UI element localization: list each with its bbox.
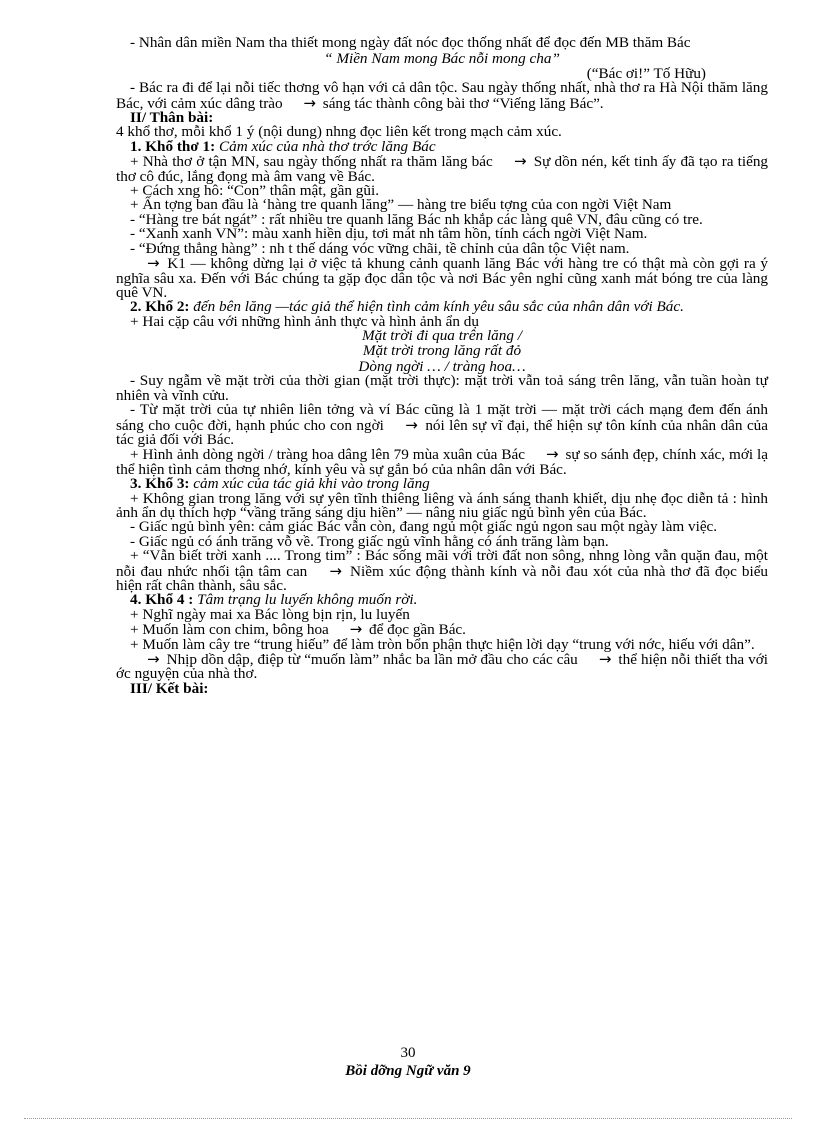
paragraph: + Ấn tợng ban đầu là ‘hàng tre quanh lăng” — hàng tre biểu tợng của con ngời Việt Nam [130, 196, 672, 214]
quote-source: (“Bác ơi!” Tố Hữu) [586, 64, 706, 82]
paragraph: 4 khổ thơ, mỗi khổ 1 ý (nội dung) nhng đọc liên kết trong mạch cảm xúc. [116, 123, 562, 141]
paragraph: + Muốn làm cây tre “trung hiếu” để làm tròn bổn phận thực hiện lời dạy “trung với nớc, hiếu với dân”. [130, 635, 755, 653]
paragraph: - “Hàng tre bát ngát” : rất nhiều tre quanh lăng Bác nh khắp các làng quê VN, đâu cũng có tre. [130, 210, 703, 228]
arrow-right-icon: → [545, 445, 559, 464]
paragraph: → K1 — không dừng lại ở việc tả khung cảnh quanh lăng Bác với hàng tre có thật mà còn gợi ra ý nghĩa sâu xa. Đến với Bác chúng ta gặp đọc dân tộc và nơi Bác yên nghỉ cũng xanh mát bóng tre của làng quê VN. [116, 254, 769, 301]
paragraph: - Giấc ngủ bình yên: cảm giác Bác vẫn còn, đang ngủ một giấc ngủ ngon sau một ngày làm việc. [130, 518, 718, 536]
paragraph: + Hai cặp câu với những hình ảnh thực và hình ảnh ẩn dụ [130, 312, 479, 330]
paragraph: + Muốn làm con chim, bông hoa → để đọc gần Bác. [130, 620, 466, 639]
arrow-right-icon: → [598, 650, 612, 669]
page-footer [0, 1045, 816, 1080]
arrow-right-icon: → [147, 650, 160, 669]
verse-line: Mặt trời đi qua trên lăng / [362, 327, 522, 345]
paragraph: + Nghĩ ngày mai xa Bác lòng bịn rịn, lu luyến [130, 605, 410, 623]
paragraph: → Nhịp dồn dập, điệp từ “muốn làm” nhắc ba lần mở đầu cho các câu → thể hiện nỗi thiết tha với ớc nguyện của nhà thơ. [116, 650, 769, 683]
stanza-heading-1: 1. Khổ thơ 1: Cảm xúc của nhà thơ trớc lăng Bác [130, 137, 436, 155]
arrow-right-icon: → [513, 152, 527, 171]
stanza-heading-2: 2. Khổ 2: đến bên lăng —tác giả thể hiện tình cảm kính yêu sâu sắc của nhân dân với Bác. [130, 298, 684, 316]
paragraph: - Giấc ngủ có ánh trăng vỗ về. Trong giấc ngủ vĩnh hằng có ánh trăng làm bạn. [130, 532, 609, 550]
arrow-right-icon: → [147, 254, 160, 273]
paragraph: - Bác ra đi để lại nỗi tiếc thơng vô hạn với cả dân tộc. Sau ngày thống nhất, nhà thơ ra Hà Nội thăm lăng Bác, với cảm xúc dâng trào → sáng tác thành công bài thơ “Viếng lăng Bác”. [116, 79, 768, 112]
paragraph: + Hình ảnh dòng ngời / tràng hoa dâng lên 79 mùa xuân của Bác → sự so sánh đẹp, chính xác, mới lạ thể hiện tình cảm thơng nhớ, kính yêu và sự gắn bó của nhân dân với Bác. [116, 445, 768, 478]
stanza-heading-3: 3. Khổ 3: cảm xúc của tác giả khi vào trong lăng [130, 475, 430, 493]
paragraph: - “Đứng thẳng hàng” : nh t thế dáng vóc vững chãi, tề chỉnh của dân tộc Việt nam. [130, 239, 630, 257]
arrow-right-icon: → [303, 93, 316, 112]
paragraph: + “Vẫn biết trời xanh .... Trong tim” : Bác sống mãi với trời đất non sông, nhng lòng vẫn quặn đau, một nỗi đau nhức nhối tận tâm can → Niềm xúc động thành kính và nỗi đau xót của nhà thơ đã đọc biểu hiện rất chân thành, sâu sắc. [116, 547, 769, 595]
bottom-divider [24, 1118, 792, 1119]
page-number: 30 [400, 1045, 416, 1061]
stanza-heading-4: 4. Khổ 4 : Tâm trạng lu luyến không muốn rời. [130, 591, 418, 609]
footer-title: Bồi dỡng Ngữ văn 9 [345, 1063, 471, 1079]
paragraph: + Nhà thơ ở tận MN, sau ngày thống nhất ra thăm lăng bác → Sự dồn nén, kết tinh ấy đã tạo ra tiếng thơ cô đúc, lắng đọng mà âm vang về Bác. [116, 152, 769, 185]
verse-line: Mặt trời trong lăng rất đỏ [362, 341, 522, 359]
quote-line: “ Miền Nam mong Bác nỗi mong cha” [324, 50, 560, 68]
section-heading-body: II/ Thân bài: [130, 109, 214, 127]
verse-line: Dòng ngời … / tràng hoa… [358, 357, 526, 375]
paragraph: - Từ mặt trời của tự nhiên liên tởng và ví Bác cũng là 1 mặt trời — mặt trời cách mạng đem đến ánh sáng cho cuộc đời, hạnh phúc cho con ngời → nói lên sự vĩ đại, thể hiện sự tôn kính của nhân dân của tác giả đối với Bác. [116, 401, 769, 448]
arrow-right-icon: → [329, 561, 342, 580]
paragraph: + Cách xng hô: “Con” thân mật, gần gũi. [130, 182, 379, 200]
paragraph: - “Xanh xanh VN”: màu xanh hiền dịu, tơi mát nh tâm hồn, tính cách ngời Việt Nam. [130, 225, 648, 243]
document-body [116, 36, 768, 696]
paragraph: - Suy ngẫm về mặt trời của thời gian (mặt trời thực): mặt trời vẫn toả sáng trên lăng, vẫn tuần hoàn tự nhiên và vĩnh cửu. [116, 372, 768, 404]
arrow-right-icon: → [349, 620, 363, 639]
section-heading-conclusion: III/ Kết bài: [130, 679, 209, 697]
paragraph: + Không gian trong lăng với sự yên tĩnh thiêng liêng và ánh sáng thanh khiết, dịu nhẹ đọc diễn tả : hình ảnh ẩn dụ thích hợp “vầng trăng sáng dịu hiền” — nâng niu giấc ngủ bình yên của Bác. [116, 489, 768, 521]
arrow-right-icon: → [405, 415, 418, 434]
paragraph: - Nhân dân miền Nam tha thiết mong ngày đất nóc đọc thống nhất để đọc đến MB thăm Bác [130, 34, 691, 51]
